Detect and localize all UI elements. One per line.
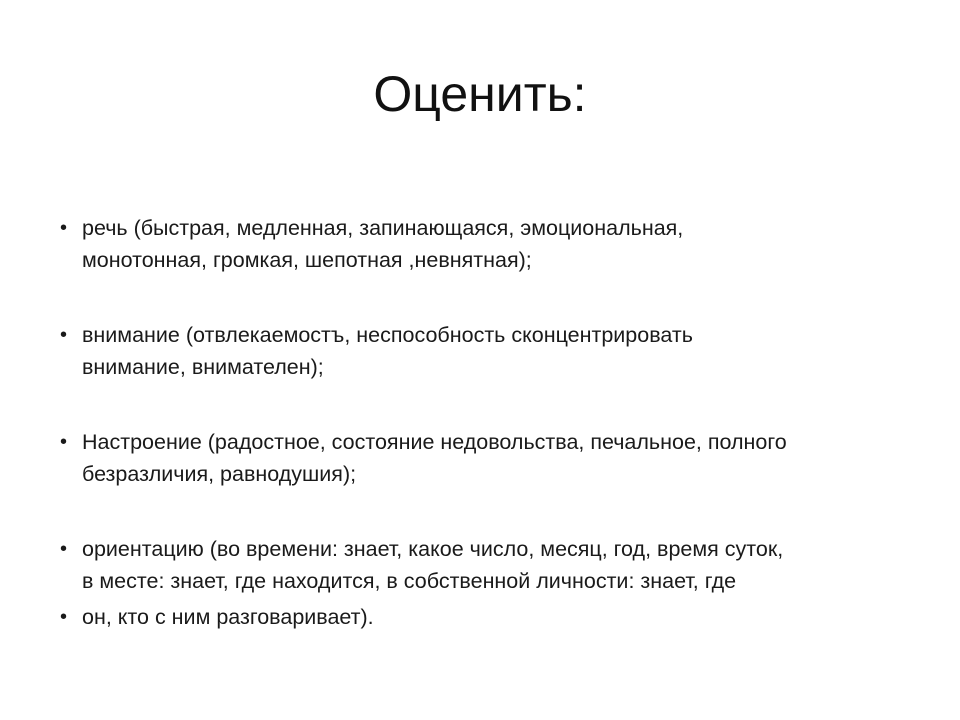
bullet-line: в месте: знает, где находится, в собственной личности: знает, где — [82, 569, 737, 593]
bullet-line: монотонная, громкая, шепотная ,невнятная); — [82, 248, 532, 272]
bullet-item-mood — [60, 426, 920, 490]
bullet-line: • внимание (отвлекаемостъ, неспособность сконцентрировать — [82, 323, 693, 347]
slide-title: Оценить: — [373, 66, 587, 122]
bullet-item-speech — [60, 212, 920, 276]
bullet-line: безразличия, равнодушия); — [82, 462, 357, 486]
bullet-item-attention — [60, 319, 920, 383]
bullet-line: • Настроение (радостное, состояние недовольства, печальное, полного — [82, 430, 787, 454]
bullet-line: • речь (быстрая, медленная, запинающаяся, эмоциональная, — [82, 216, 684, 240]
bullet-item-interlocutor — [60, 601, 920, 633]
bullet-line: • ориентацию (во времени: знает, какое число, месяц, год, время суток, — [82, 537, 784, 561]
bullet-item-orientation — [60, 533, 920, 597]
bullet-line: внимание, внимателен); — [82, 355, 324, 379]
bullet-list — [60, 212, 920, 633]
bullet-line: • он, кто с ним разговаривает). — [82, 605, 374, 629]
